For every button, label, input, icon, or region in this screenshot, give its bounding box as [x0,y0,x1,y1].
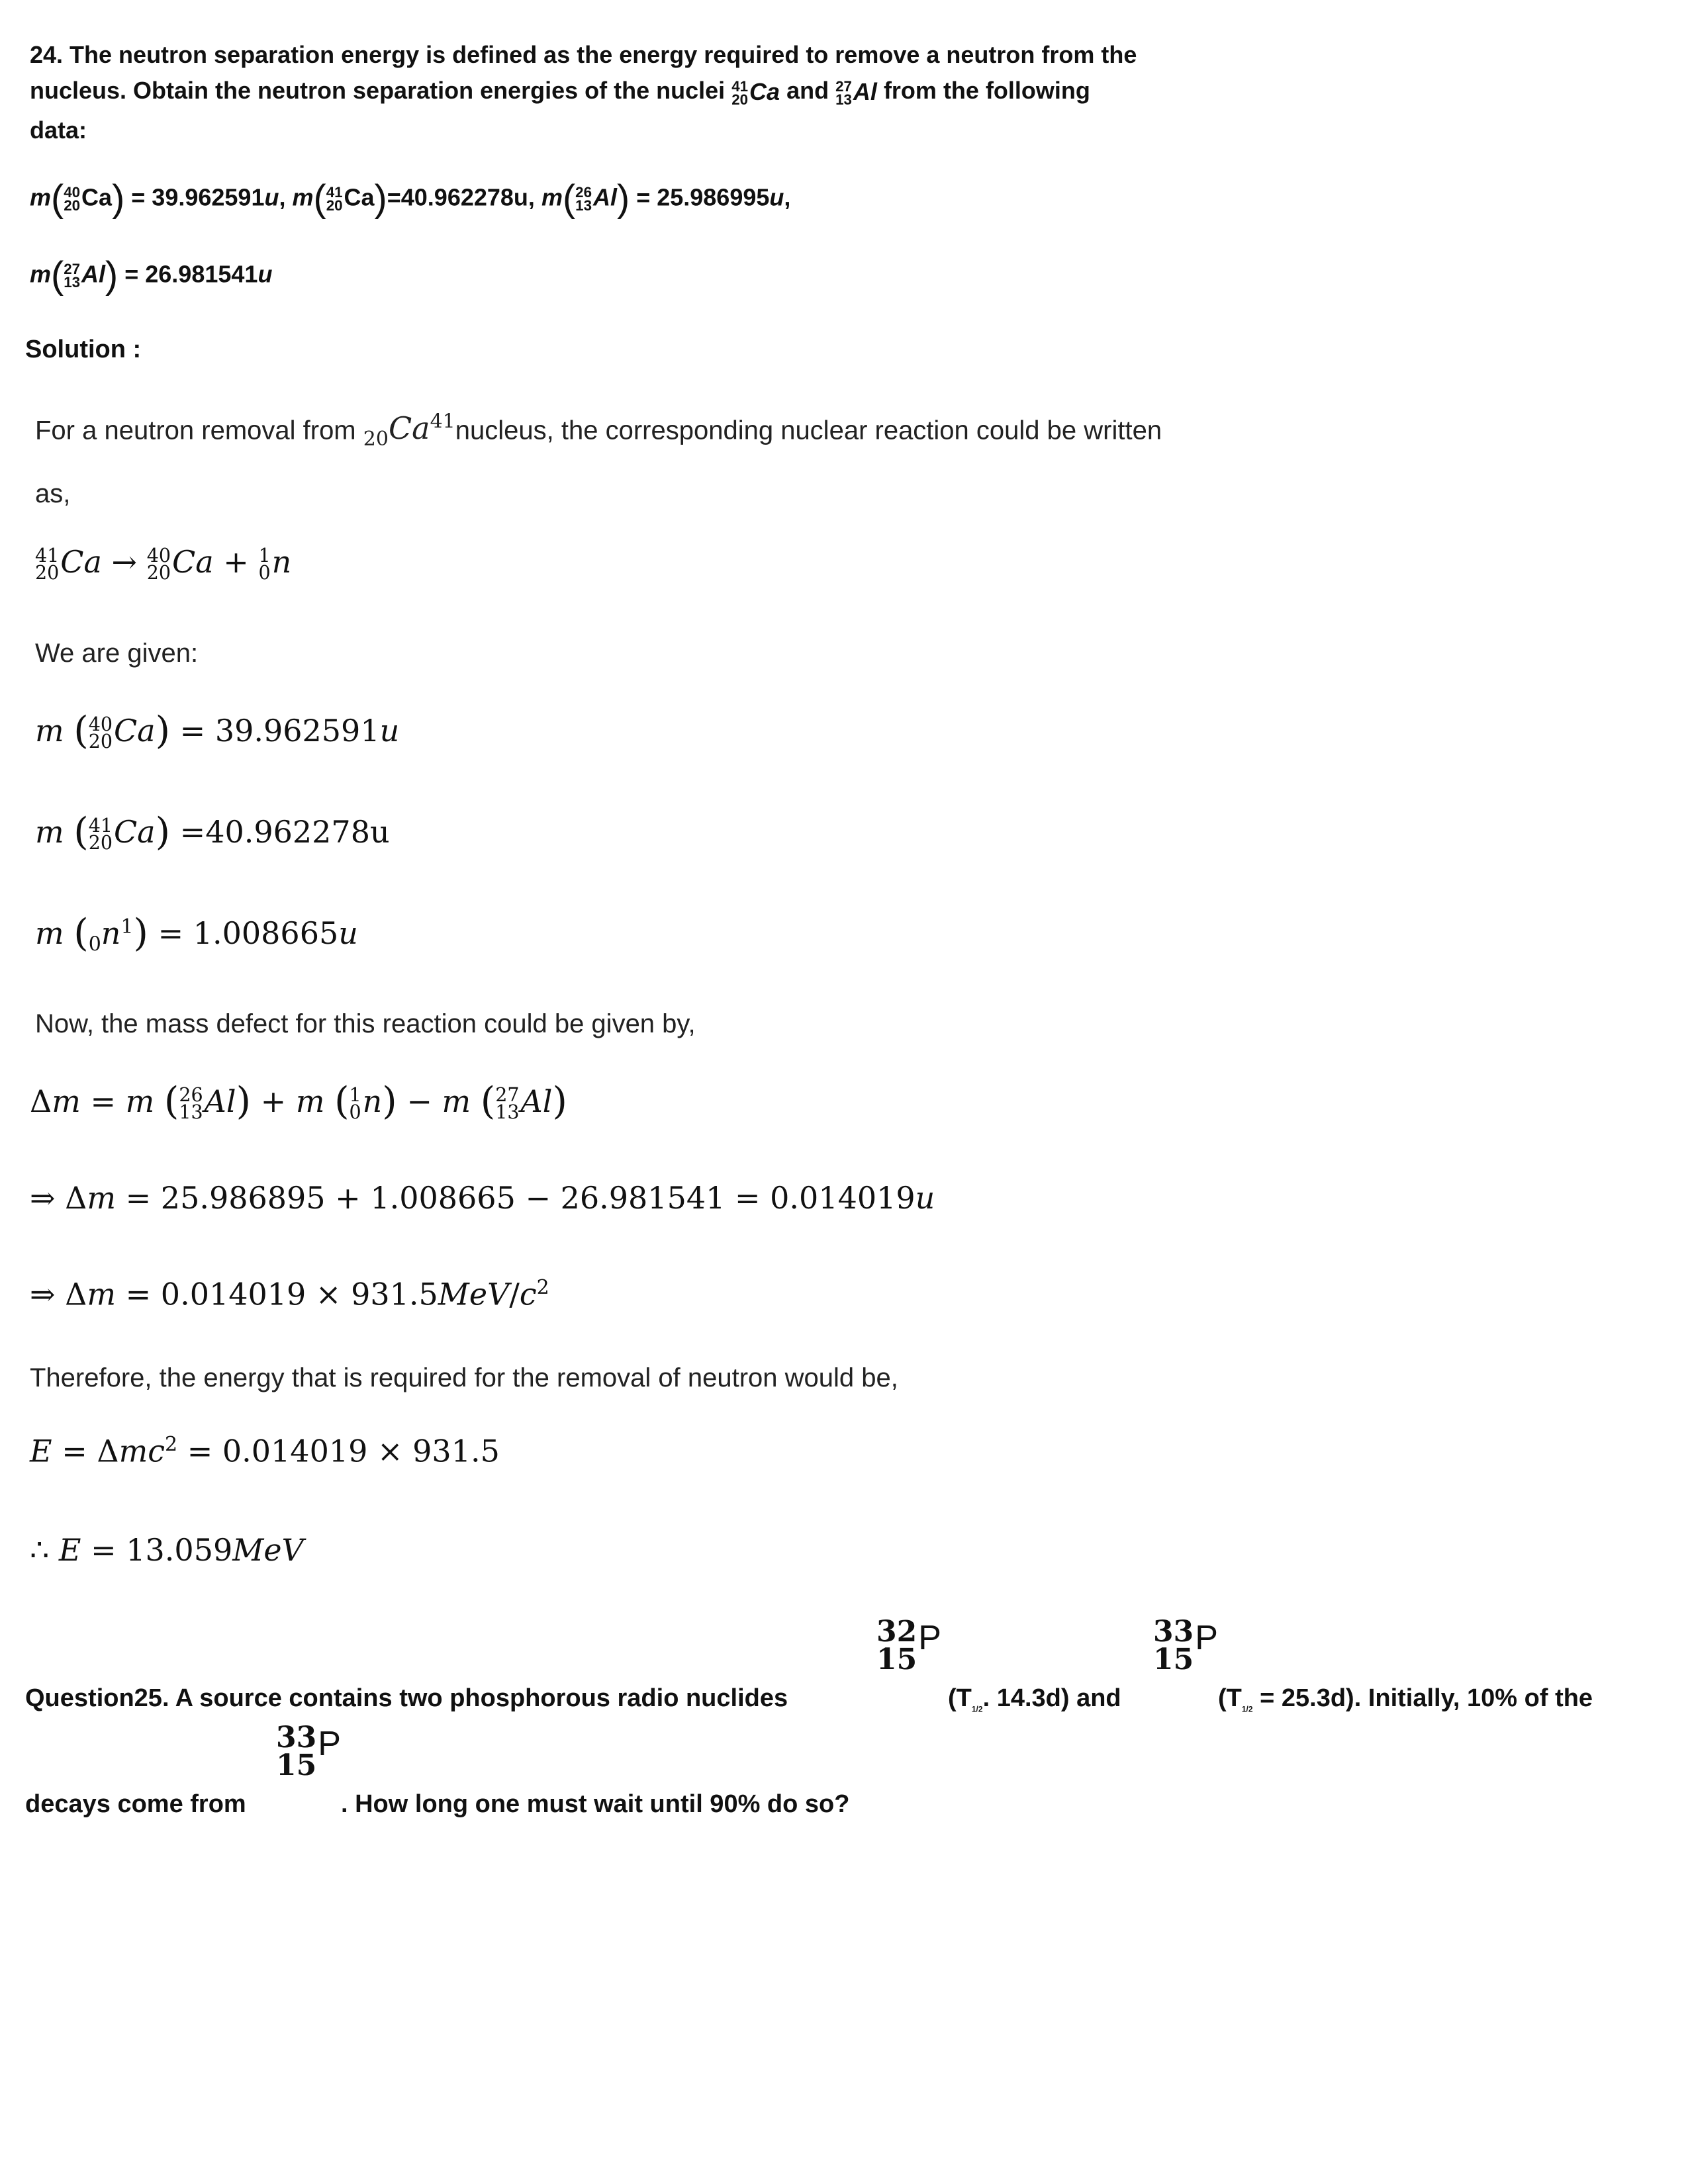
q25-line2-text: decays come from [25,1790,246,1818]
mass-defect-value: ⇒ Δm = 25.986895 + 1.008665 − 26.981541 = 0.014019u [30,1180,935,1216]
p33-symbol: P [1195,1619,1218,1657]
given-m-ca40: m ( 40 20 Ca) = 39.962591u [35,708,400,753]
q25-nuclide-p33 [1152,1615,1218,1676]
solution-heading: Solution : [25,336,142,363]
p33b-symbol: P [318,1725,341,1763]
solution-intro-a: For a neutron removal from [35,416,356,445]
p32-mass: 32 [876,1615,917,1649]
energy-text: Therefore, the energy that is required for the removal of neutron would be, [30,1363,898,1392]
energy-result-value: = 13.059 [91,1532,233,1568]
solution-intro-b: nucleus, the corresponding nuclear reaction could be written [455,416,1162,445]
t2-label: (T [1218,1684,1242,1712]
q24-line2 [30,77,1090,107]
nuclide-al27: 27 13 Al [835,77,877,109]
t2-rest: = 25.3d). Initially, 10% of the [1260,1684,1593,1712]
q25-half-life-2 [1218,1684,1593,1714]
mass-defect-text: Now, the mass defect for this reaction could be given by, [35,1009,696,1038]
data-ca40-value: = 39.962591 [131,183,265,211]
reaction-equation: 41 20 Ca → 40 20 Ca + 1 0 n [35,544,292,584]
energy-result: ∴ E = 13.059MeV [30,1532,304,1568]
q24-line2-c: from the following [883,77,1090,104]
q24-line2-b: and [786,77,829,104]
energy-equation-value: = 0.014019 × 931.5 [187,1433,500,1469]
given-text: We are given: [35,639,199,668]
q25-nuclide-p32 [875,1615,941,1676]
given-m-ca40-value: = 39.962591 [179,713,380,749]
p32-z: 15 [876,1642,917,1676]
t1-sub: 1/2 [971,1704,983,1714]
p33-z: 15 [1153,1642,1194,1676]
given-m-ca41: m ( 41 20 Ca) =40.962278u [35,809,390,854]
given-m-neutron: m $(_0n^1) = 1.008665u$ [35,911,358,956]
p33b-z: 15 [276,1748,317,1782]
solution-intro-c: as, [35,479,71,508]
p33b-mass: 33 [276,1721,317,1754]
q25-half-life-1: ($T_{1/2}$. 14.3d) and [948,1684,1121,1714]
t2-sub: 1/2 [1241,1704,1253,1714]
q25-line1-text: Question25. A source contains two phosphorous radio nuclides [25,1684,788,1712]
given-m-neutron-value: = 1.008665 [158,915,339,952]
energy-equation: E = Δmc$^2$ = 0.014019 × 931.5 [30,1433,500,1469]
q24-line2-a: nucleus. Obtain the neutron separation energies of the nuclei [30,77,726,104]
q24-data-row2: m( 27 13 Al) = 26.981541u [30,254,273,296]
mass-defect-value-text: = 25.986895 + 1.008665 − 26.981541 = 0.014019 [125,1180,915,1216]
nuclide-ca41: 41 20 Ca [731,77,780,109]
q24-line1: 24. The neutron separation energy is defined as the energy required to remove a neutron from the [30,41,1137,68]
q25-line2-end: . How long one must wait until 90% do so? [341,1790,850,1818]
t1-label: (T [948,1684,972,1712]
given-m-ca41-value: =40.962278u [179,814,390,850]
q24-line3: data: [30,116,87,144]
solution-intro: For a neutron removal from $_{20}Ca^{41}nucleus$, the corresponding nuclear reaction could be written [35,410,1162,451]
q25-nuclide-p33-second [275,1721,341,1782]
p32-symbol: P [918,1619,941,1657]
p33-mass: 33 [1153,1615,1194,1649]
mass-defect-mev: ⇒ $\Delta m = 0.014019 \times 931.5MeV/c^2$ [30,1276,549,1312]
data-al26-value: = 25.986995 [636,183,770,211]
data-al27-value: = 26.981541 [124,260,258,288]
t1-rest: 14.3d) and [996,1684,1121,1712]
data-ca41-value: =40.962278u, [387,183,535,211]
q24-data-row1: m( 40 20 Ca) = 39.962591u, m( 41 20 Ca)=40.962278u, m( 26 13 Al) = 25.986995u, [30,177,791,220]
mass-defect-mev-text: = 0.014019 × 931.5 [125,1276,438,1312]
mass-defect-equation: Δm = m ( 26 13 Al) + m ( 1 0 n) − m ( 27 13 Al) [30,1079,567,1124]
